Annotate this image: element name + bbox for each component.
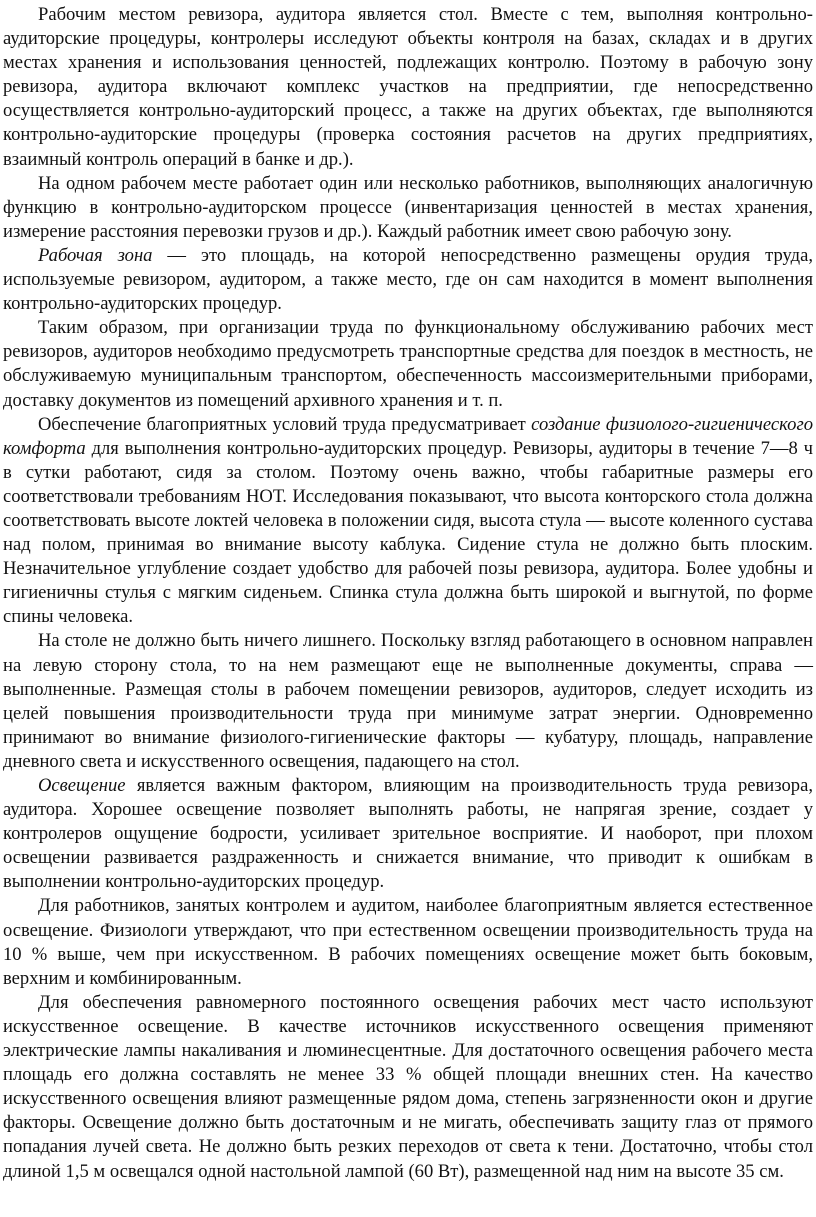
paragraph-3-text: — это площадь, на которой непосредственно размещены орудия труда, используемые ревизором, аудитором, а также место, где он сам находится в момент выполнения контрольно-аудиторских процедур. — [3, 244, 814, 315]
paragraph-5-text-start: Обеспечение благоприятных условий труда предусматривает — [38, 413, 532, 435]
paragraph-1 — [3, 3, 813, 172]
paragraph-8 — [3, 894, 813, 990]
paragraph-7 — [3, 774, 813, 894]
paragraph-5 — [3, 413, 813, 630]
paragraph-2 — [3, 172, 813, 244]
paragraph-2-text: На одном рабочем месте работает один или несколько работников, выполняющих аналогичную функцию в контрольно-аудиторском процессе (инвентаризация ценностей в местах хранения, измерение расстояния перевозки грузов и др.). Каждый работник имеет свою рабочую зону. — [3, 172, 813, 242]
term-comfort: создание физиолого-гигиенического комфорта — [3, 413, 813, 459]
paragraph-9 — [3, 991, 813, 1184]
paragraph-1-text: Рабочим местом ревизора, аудитора является стол. Вместе с тем, выполняя контрольно-аудиторские процедуры, контролеры исследуют объекты контроля на базах, складах и в других местах хранения и использования ценностей, подлежащих контролю. Поэтому в рабочую зону ревизора, аудитора включают комплекс участков на предприятии, где непосредственно осуществляется контрольно-аудиторский процесс, а также на других объектах, где выполняются контрольно-аудиторские процедуры (проверка состояния расчетов на других предприятиях, взаимный контроль операций в банке и др.). — [3, 4, 813, 170]
paragraph-9-text: Для обеспечения равномерного постоянного освещения рабочих мест часто используют искусственное освещение. В качестве источников искусственного освещения применяют электрические лампы накаливания и люминесцентные. Для достаточного освещения рабочего места площадь его должна составлять не менее 33 % общей площади внешних стен. На качество искусственного освещения влияют размещенные рядом дома, степень загрязненности окон и другие факторы. Освещение должно быть достаточным и не мигать, обеспечивать защиту глаз от прямого попадания лучей света. Не должно быть резких переходов от света к тени. Достаточно, чтобы стол длиной 1,5 м освещался одной настольной лампой (60 Вт), размещенной над ним на высоте 35 см. — [3, 991, 813, 1182]
paragraph-8-text: Для работников, занятых контролем и аудитом, наиболее благоприятным является естественное освещение. Физиологи утверждают, что при естественном освещении производительность труда на 10 % выше, чем при искусственном. В рабочих помещениях освещение может быть боковым, верхним и комбинированным. — [3, 895, 813, 989]
term-working-zone: Рабочая зона — [38, 244, 153, 266]
paragraph-6-text: На столе не должно быть ничего лишнего. Поскольку взгляд работающего в основном направлен на левую сторону стола, то на нем размещают еще не выполненные документы, справа — выполненные. Размещая столы в рабочем помещении ревизоров, аудиторов, следует исходить из целей повышения производительности труда при минимуме затрат энергии. Одновременно принимают во внимание физиолого-гигиенические факторы — кубатуру, площадь, направление дневного света и искусственного освещения, падающего на стол. — [3, 630, 813, 772]
paragraph-5-text-end: для выполнения контрольно-аудиторских процедур. Ревизоры, аудиторы в течение 7—8 ч в сутки работают, сидя за столом. Поэтому очень важно, чтобы габаритные размеры его соответствовали требованиям НОТ. Исследования показывают, что высота конторского стола должна соответствовать высоте локтей человека в положении сидя, высота стула — высоте коленного сустава над полом, принимая во внимание высоту каблука. Сидение стула не должно быть плоским. Незначительное углубление создает удобство для рабочей позы ревизора, аудитора. Более удобны и гигиеничны стулья с мягким сиденьем. Спинка стула должна быть широкой и выгнутой, по форме спины человека. — [3, 437, 813, 628]
paragraph-6 — [3, 629, 813, 774]
term-lighting: Освещение — [38, 775, 126, 796]
paragraph-4-text: Таким образом, при организации труда по функциональному обслуживанию рабочих мест ревизоров, аудиторов необходимо предусмотреть транспортные средства для поездок в местность, не обслуживаемую муниципальным транспортом, обеспеченность массоизмерительными приборами, доставку документов из помещений архивного хранения и т. п. — [3, 317, 813, 411]
paragraph-3 — [3, 244, 813, 316]
paragraph-7-text: является важным фактором, влияющим на производительность труда ревизора, аудитора. Хорошее освещение позволяет выполнять работы, не напрягая зрение, создает у контролеров ощущение бодрости, усиливает зрительное восприятие. И наоборот, при плохом освещении развивается раздраженность и снижается внимание, что приводит к ошибкам в выполнении контрольно-аудиторских процедур. — [3, 775, 813, 893]
paragraph-4 — [3, 316, 813, 412]
